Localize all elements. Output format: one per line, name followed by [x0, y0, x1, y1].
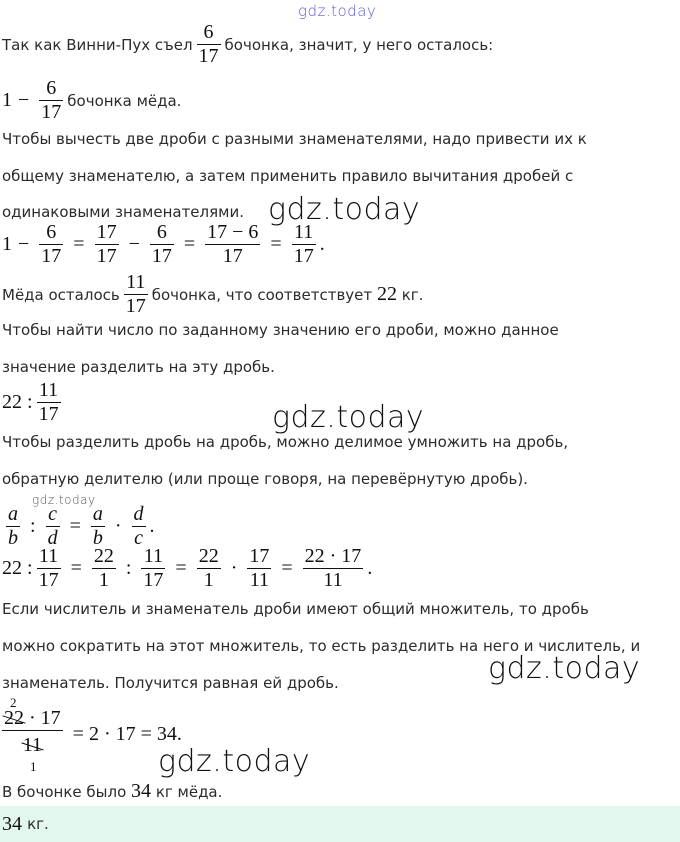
fraction	[2, 695, 63, 775]
text: бочонка мёда.	[67, 91, 182, 110]
text-line: Чтобы разделить дробь на дробь, можно делимое умножить на дробь,	[2, 433, 569, 451]
math-text: · 17	[24, 707, 61, 729]
paragraph-2	[2, 78, 181, 123]
math-text: 1	[197, 568, 221, 591]
watermark: gdz.today	[32, 493, 96, 507]
text-line: Если числитель и знаменатель дроби имеют общий множитель, то дробь	[2, 600, 589, 618]
fraction	[95, 222, 119, 267]
fraction	[197, 22, 221, 67]
fraction	[92, 546, 116, 591]
math-text: 11	[38, 545, 59, 567]
math-text: 17	[293, 245, 314, 267]
text-line: значение разделить на эту дробь.	[2, 358, 275, 376]
fraction	[292, 222, 316, 267]
math-text: 17	[96, 245, 117, 267]
text: бочонка, значит, у него осталось:	[224, 35, 494, 54]
math-operator: ·	[230, 557, 238, 579]
math-text: 11	[126, 271, 146, 293]
equation-5	[2, 695, 182, 775]
math-operator: −	[18, 89, 30, 111]
fraction	[37, 546, 61, 591]
fraction	[37, 380, 61, 425]
math-text: 1	[2, 89, 12, 111]
equation-3	[2, 504, 155, 549]
text-line: Чтобы вычесть две дроби с разными знаменателями, надо привести их к	[2, 130, 587, 148]
fraction	[6, 504, 20, 549]
math-text: 17	[41, 245, 62, 267]
math-text: 17	[125, 295, 146, 317]
math-operator: :	[30, 515, 36, 537]
math-text: 11	[294, 221, 314, 243]
answer-unit: кг.	[27, 815, 49, 833]
math-text: 11	[22, 734, 42, 756]
math-text: 6	[156, 221, 167, 243]
math-text: b	[8, 527, 18, 549]
fraction	[141, 546, 165, 591]
watermark: gdz.today	[268, 192, 421, 227]
math-text: 34	[131, 780, 152, 802]
math-text: 22 · 17	[304, 545, 362, 567]
math-operator: −	[18, 233, 30, 255]
reduced-numerator: 2	[10, 695, 17, 710]
math-operator: =	[183, 233, 196, 255]
equation-4	[2, 546, 372, 591]
math-text: c	[48, 503, 57, 525]
math-operator: :	[125, 557, 132, 579]
fraction	[205, 222, 260, 267]
text-line: обратную делителю (или проще говоря, на перевёрнутую дробь).	[2, 470, 528, 488]
math-text	[2, 708, 63, 730]
math-text: = 2 · 17 = 34.	[72, 722, 182, 745]
math-text: 1	[2, 233, 12, 255]
fraction	[150, 222, 174, 267]
math-text: Мёда осталось	[2, 285, 120, 304]
math-text: 1	[92, 568, 116, 591]
paragraph-1	[2, 22, 493, 67]
math-text: 11	[247, 568, 271, 591]
math-text: .	[149, 515, 155, 537]
math-text: кг мёда.	[155, 782, 223, 801]
math-text: 22 :	[2, 391, 33, 413]
math-text: 17	[38, 569, 59, 591]
text-line: можно сократить на этот множитель, то есть разделить на него и числитель, и	[2, 637, 641, 655]
math-text: 17	[41, 101, 62, 123]
math-text: 17	[143, 569, 164, 591]
math-text: 17	[38, 403, 59, 425]
math-operator: =	[69, 515, 81, 537]
text: Так как Винни-Пух съел	[2, 35, 193, 54]
math-text: бочонка, что соответствует	[151, 285, 373, 304]
watermark: gdz.today	[488, 651, 641, 686]
math-text: кг.	[401, 285, 424, 304]
fraction	[197, 546, 221, 591]
math-text: 11	[143, 545, 164, 567]
watermark: gdz.today	[298, 2, 377, 20]
math-text: .	[319, 233, 325, 255]
math-text: .	[367, 557, 373, 579]
math-text	[2, 730, 63, 760]
fraction	[247, 546, 271, 591]
math-text: 22	[376, 283, 397, 305]
math-text: b	[92, 527, 103, 549]
math-text: 11	[303, 568, 364, 591]
reduced-denominator: 1	[30, 759, 37, 775]
math-text: d	[47, 527, 58, 549]
math-operator: =	[175, 557, 187, 579]
math-text: 22	[198, 545, 219, 567]
math-text: 17	[205, 244, 260, 267]
text-line: Чтобы найти число по заданному значению его дроби, можно данное	[2, 321, 559, 339]
fraction	[303, 546, 364, 591]
math-text: 17 − 6	[207, 221, 259, 243]
math-operator: ·	[114, 515, 122, 537]
equation-2	[2, 380, 65, 425]
text-line: одинаковыми знаменателями.	[2, 203, 244, 221]
fraction	[46, 504, 60, 549]
watermark: gdz.today	[158, 744, 311, 779]
math-text: 6	[203, 21, 214, 43]
fraction	[39, 222, 63, 267]
math-operator: =	[281, 557, 293, 579]
math-text: a	[92, 503, 103, 525]
watermark: gdz.today	[272, 400, 425, 435]
fraction	[91, 504, 105, 549]
math-operator: =	[73, 233, 85, 255]
math-text: 17	[249, 545, 270, 567]
math-operator: =	[70, 557, 82, 579]
math-text: c	[132, 526, 146, 549]
fraction	[124, 272, 148, 317]
math-text: 11	[38, 379, 59, 401]
answer-value: 34	[2, 812, 22, 835]
math-text: 6	[46, 221, 57, 243]
text-line: знаменатель. Получится равная ей дробь.	[2, 674, 339, 692]
math-text: 22 :	[2, 557, 33, 579]
math-operator: −	[128, 233, 140, 255]
math-text: 17	[198, 45, 219, 67]
math-text: 17	[96, 221, 117, 243]
math-text: В бочонке было	[2, 782, 127, 801]
equation-1	[2, 222, 325, 267]
math-text: 22	[93, 545, 114, 567]
text-line: общему знаменателю, а затем применить правило вычитания дробей с	[2, 167, 574, 185]
fraction	[132, 504, 146, 549]
paragraph-8	[2, 780, 222, 803]
paragraph-4	[2, 272, 423, 317]
answer-box	[0, 806, 680, 842]
math-text: d	[133, 503, 144, 525]
math-text: 6	[46, 77, 57, 99]
fraction	[39, 78, 63, 123]
math-text: 22	[4, 707, 24, 729]
math-operator: =	[270, 233, 282, 255]
math-text: 17	[151, 245, 172, 267]
math-text: a	[8, 503, 18, 525]
